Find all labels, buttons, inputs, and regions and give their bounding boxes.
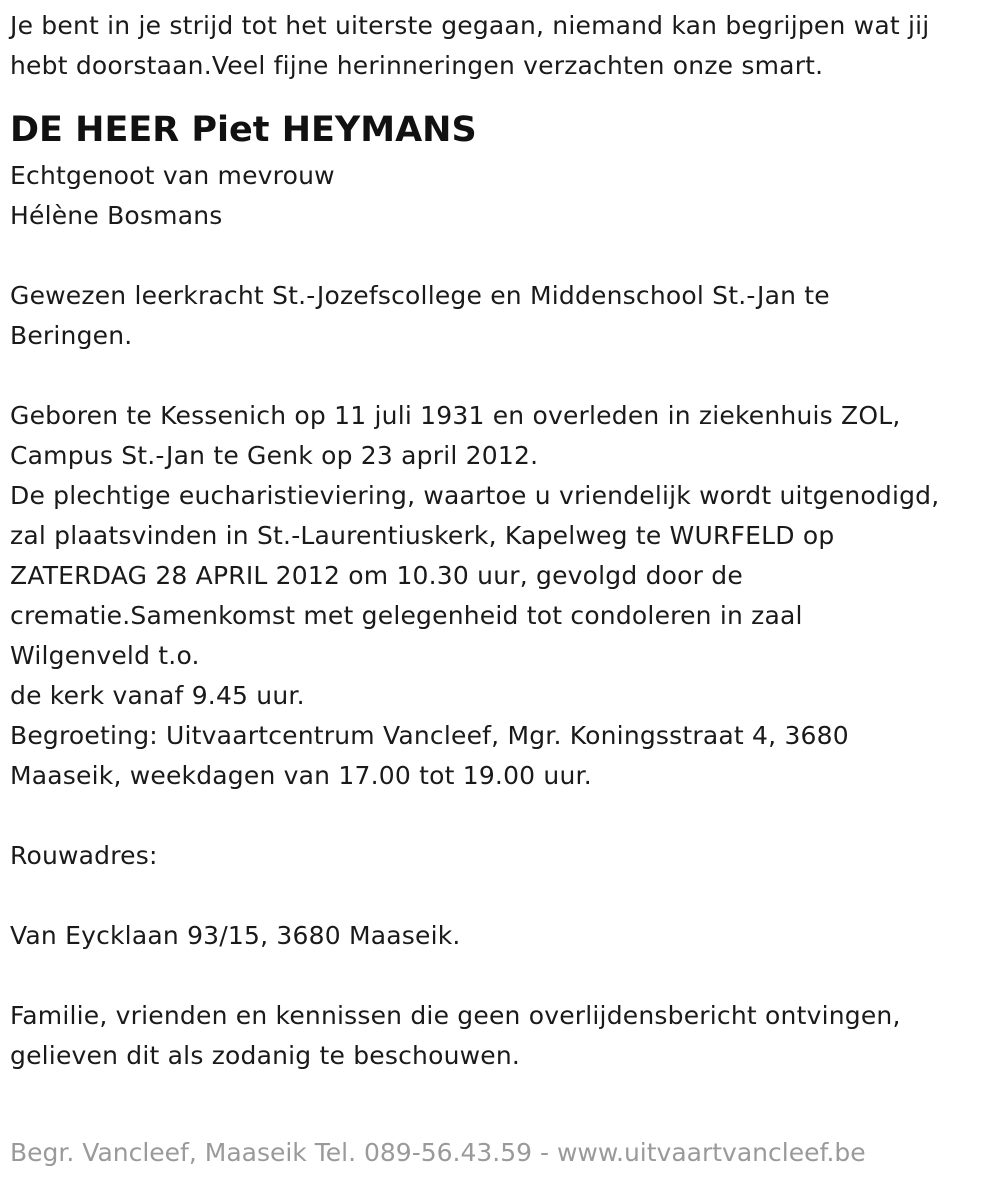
details-line: de kerk vanaf 9.45 uur. <box>10 681 305 710</box>
funeral-home-footer: Begr. Vancleef, Maaseik Tel. 089-56.43.59 - www.uitvaartvancleef.be <box>10 1138 866 1167</box>
spacer <box>10 236 995 276</box>
spouse-line-1: Echtgenoot van mevrouw <box>10 161 335 190</box>
details-line: Wilgenveld t.o. <box>10 641 200 670</box>
spacer <box>10 796 995 836</box>
details-line: Begroeting: Uitvaartcentrum Vancleef, Mgr. Koningsstraat 4, 3680 <box>10 721 849 750</box>
intro-line-1: Je bent in je strijd tot het uiterste gegaan, niemand kan begrijpen wat jij <box>10 11 930 40</box>
details-line: ZATERDAG 28 APRIL 2012 om 10.30 uur, gevolgd door de <box>10 561 743 590</box>
details-line: Geboren te Kessenich op 11 juli 1931 en overleden in ziekenhuis ZOL, <box>10 401 901 430</box>
profession-line-2: Beringen. <box>10 321 133 350</box>
spouse-line-2: Hélène Bosmans <box>10 201 223 230</box>
obituary-notice <box>10 0 995 1076</box>
details-line: crematie.Samenkomst met gelegenheid tot condoleren in zaal <box>10 601 803 630</box>
deceased-name: DE HEER Piet HEYMANS <box>10 110 477 150</box>
address-value: Van Eycklaan 93/15, 3680 Maaseik. <box>10 921 461 950</box>
details-line: zal plaatsvinden in St.-Laurentiuskerk, Kapelweg te WURFELD op <box>10 521 835 550</box>
closing-line-1: Familie, vrienden en kennissen die geen overlijdensbericht ontvingen, <box>10 1001 901 1030</box>
details-line: Maaseik, weekdagen van 17.00 tot 19.00 uur. <box>10 761 592 790</box>
spacer <box>10 956 995 996</box>
details-line: De plechtige eucharistieviering, waartoe u vriendelijk wordt uitgenodigd, <box>10 481 940 510</box>
details-line: Campus St.-Jan te Genk op 23 april 2012. <box>10 441 539 470</box>
closing-line-2: gelieven dit als zodanig te beschouwen. <box>10 1041 521 1070</box>
intro-line-2: hebt doorstaan.Veel fijne herinneringen verzachten onze smart. <box>10 51 824 80</box>
profession-line-1: Gewezen leerkracht St.-Jozefscollege en Middenschool St.-Jan te <box>10 281 830 310</box>
spacer <box>10 876 995 916</box>
spacer <box>10 356 995 396</box>
address-label: Rouwadres: <box>10 841 158 870</box>
